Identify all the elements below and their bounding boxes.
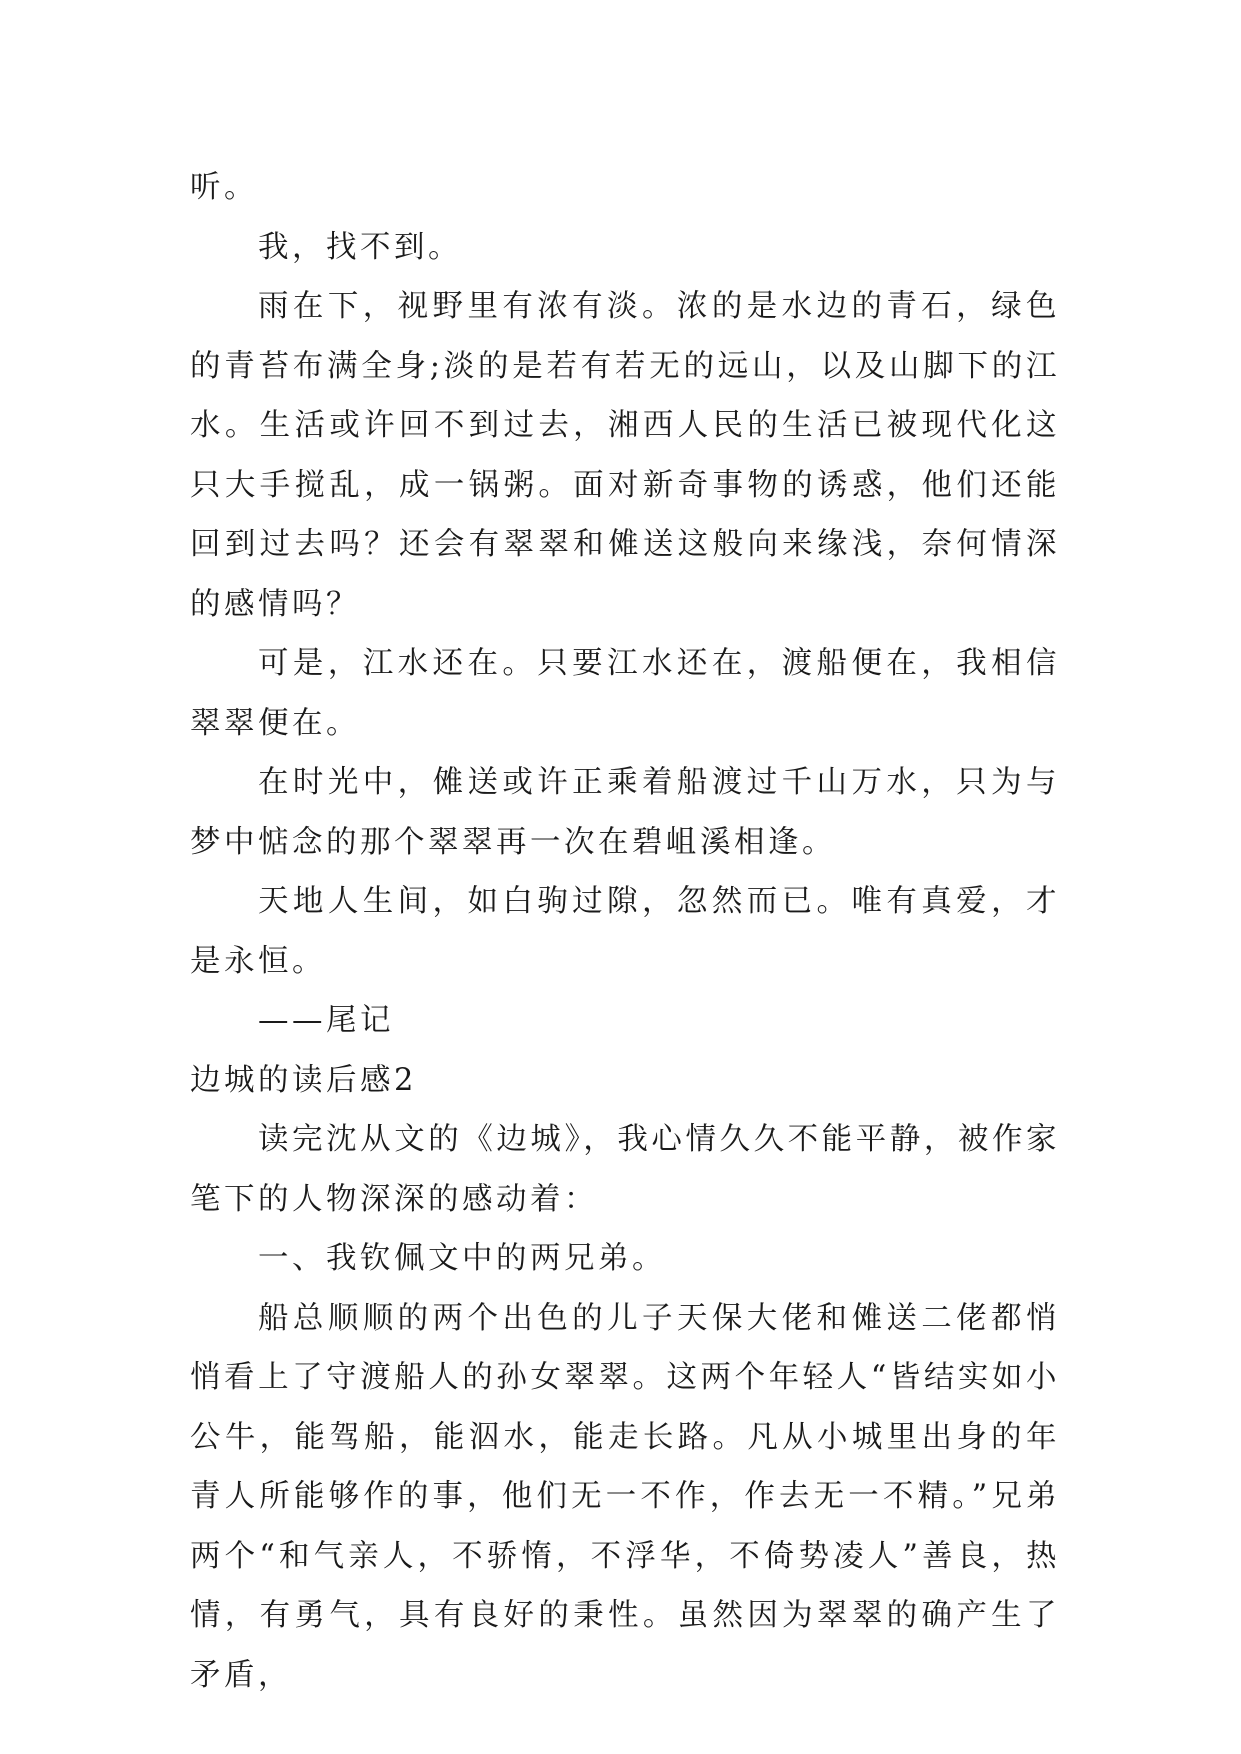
- paragraph-1: 听。: [190, 170, 258, 205]
- signature-line: ——尾记: [258, 1003, 394, 1038]
- paragraph-10: 船总顺顺的两个出色的儿子天保大佬和傩送二佬都悄悄看上了守渡船人的孙女翠翠。这两个年轻人“皆结实如小公牛，能驾船，能泅水，能走长路。凡从小城里出身的年青人所能够作的事，他们无一不作，作去无一不精。”兄弟两个“和气亲人，不骄惰，不浮华，不倚势凌人”善良，热情，有勇气，具有良好的秉性。虽然因为翠翠的确产生了矛盾，: [190, 1300, 1060, 1693]
- paragraph-8: 读完沈从文的《边城》，我心情久久不能平静，被作家笔下的人物深深的感动着：: [190, 1122, 1060, 1217]
- paragraph-4: 可是，江水还在。只要江水还在，渡船便在，我相信翠翠便在。: [190, 646, 1060, 741]
- document-body: [190, 158, 1060, 1705]
- paragraph-9: 一、我钦佩文中的两兄弟。: [258, 1241, 666, 1276]
- paragraph-2: 我，找不到。: [258, 229, 462, 265]
- paragraph-3: 雨在下，视野里有浓有淡。浓的是水边的青石，绿色的青苔布满全身;淡的是若有若无的远山，以及山脚下的江水。生活或许回不到过去，湘西人民的生活已被现代化这只大手搅乱，成一锅粥。面对新奇事物的诱惑，他们还能回到过去吗？还会有翠翠和傩送这般向来缘浅，奈何情深的感情吗？: [190, 289, 1060, 622]
- paragraph-6: 天地人生间，如白驹过隙，忽然而已。唯有真爱，才是永恒。: [190, 884, 1060, 979]
- paragraph-5: 在时光中，傩送或许正乘着船渡过千山万水，只为与梦中惦念的那个翠翠再一次在碧岨溪相逢。: [190, 765, 1060, 860]
- section-heading: 边城的读后感2: [190, 1062, 417, 1098]
